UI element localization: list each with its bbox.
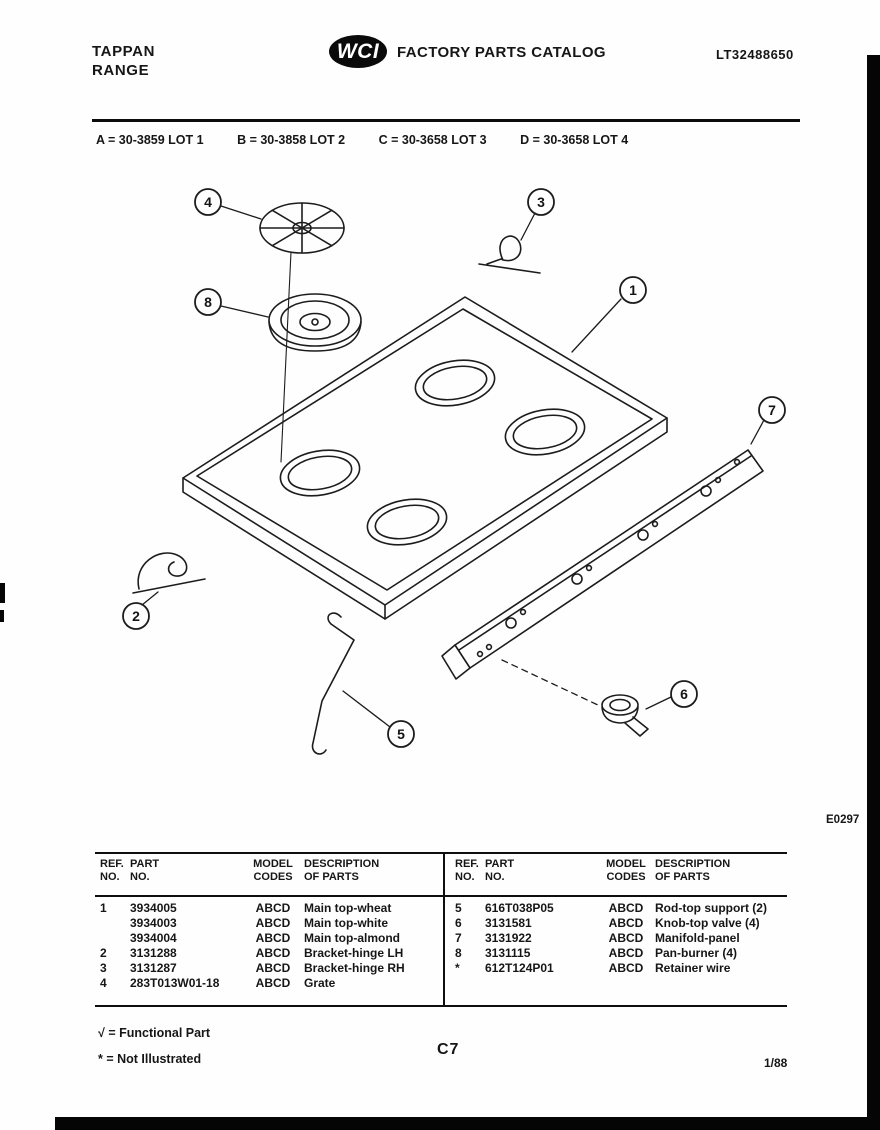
part-rod-top-support <box>312 613 354 754</box>
scan-artifact-left-mark <box>0 610 4 622</box>
table-row: 6 3131581 ABCD Knob-top valve (4) <box>455 916 760 930</box>
svg-text:7: 7 <box>768 402 776 418</box>
table-row: 3934003 ABCD Main top-white <box>130 916 388 930</box>
part-pan-burner <box>269 294 361 351</box>
col-desc: DESCRIPTION OF PARTS <box>304 858 380 883</box>
callout-3 <box>521 189 554 240</box>
table-rule-header <box>95 895 787 897</box>
table-row: 5 616T038P05 ABCD Rod-top support (2) <box>455 901 767 915</box>
part-grate <box>260 203 344 462</box>
scan-artifact-bottom-bar <box>55 1117 880 1130</box>
svg-text:6: 6 <box>680 686 688 702</box>
brand-line2: RANGE <box>92 62 150 79</box>
catalog-title: FACTORY PARTS CATALOG <box>397 44 606 61</box>
svg-text:3: 3 <box>537 194 545 210</box>
callout-1 <box>572 277 646 352</box>
svg-text:1: 1 <box>629 282 637 298</box>
table-body-left <box>100 901 440 991</box>
table-header-right <box>455 858 785 884</box>
lot-code-b: B = 30-3858 LOT 2 <box>237 133 346 147</box>
svg-text:5: 5 <box>397 726 405 742</box>
table-row: * 612T124P01 ABCD Retainer wire <box>455 961 731 975</box>
callout-8 <box>195 289 268 317</box>
brand-line1: TAPPAN <box>92 43 156 60</box>
table-row: 2 3131288 ABCD Bracket-hinge LH <box>100 946 404 960</box>
issue-date: 1/88 <box>764 1056 788 1070</box>
svg-text:8: 8 <box>204 294 212 310</box>
brand-name <box>92 42 155 80</box>
svg-text:4: 4 <box>204 194 212 210</box>
col-model: MODEL CODES <box>606 858 646 883</box>
callout-7 <box>751 397 785 444</box>
publication-number: LT32488650 <box>716 47 794 62</box>
functional-part-note: √ = Functional Part <box>98 1026 211 1040</box>
table-divider <box>443 852 445 1007</box>
part-knob-top-valve <box>602 695 648 736</box>
model-lot-codes <box>96 133 658 147</box>
col-part: PART NO. <box>130 858 160 883</box>
part-manifold-panel <box>442 450 763 679</box>
col-part: PART NO. <box>485 858 515 883</box>
lot-code-c: C = 30-3658 LOT 3 <box>378 133 487 147</box>
callout-6 <box>646 681 697 709</box>
table-rule-top <box>95 852 787 854</box>
table-row: 3934004 ABCD Main top-almond <box>130 931 400 945</box>
table-rule-bottom <box>95 1005 787 1007</box>
table-row: 7 3131922 ABCD Manifold-panel <box>455 931 740 945</box>
figure-code: E0297 <box>826 814 860 826</box>
scan-artifact-left-mark <box>0 583 5 603</box>
col-ref: REF. NO. <box>100 858 124 883</box>
exploded-parts-diagram <box>0 160 880 850</box>
header-rule <box>92 119 800 122</box>
table-row: 8 3131115 ABCD Pan-burner (4) <box>455 946 738 960</box>
lot-code-d: D = 30-3658 LOT 4 <box>520 133 629 147</box>
table-body-right <box>455 901 785 976</box>
col-ref: REF. NO. <box>455 858 479 883</box>
svg-text:2: 2 <box>132 608 140 624</box>
table-row: 3 3131287 ABCD Bracket-hinge RH <box>100 961 405 975</box>
col-desc: DESCRIPTION OF PARTS <box>655 858 731 883</box>
assembly-dash-line <box>502 660 600 706</box>
page-code: C7 <box>437 1041 460 1058</box>
table-row: 1 3934005 ABCD Main top-wheat <box>100 901 392 915</box>
callout-5 <box>343 691 414 747</box>
table-header-left <box>100 858 440 884</box>
lot-code-a: A = 30-3859 LOT 1 <box>96 133 204 147</box>
callout-4 <box>195 189 261 219</box>
col-model: MODEL CODES <box>253 858 293 883</box>
scan-artifact-right-bar <box>867 55 880 1130</box>
not-illustrated-note: * = Not Illustrated <box>98 1052 202 1066</box>
callout-2 <box>123 592 158 629</box>
table-row: 4 283T013W01-18 ABCD Grate <box>100 976 336 990</box>
wci-logo <box>329 35 387 68</box>
part-bracket-hinge-rh <box>479 236 540 273</box>
part-main-top <box>183 297 667 619</box>
wci-logo-text: WCI <box>336 39 380 63</box>
part-bracket-hinge-lh <box>133 553 205 593</box>
